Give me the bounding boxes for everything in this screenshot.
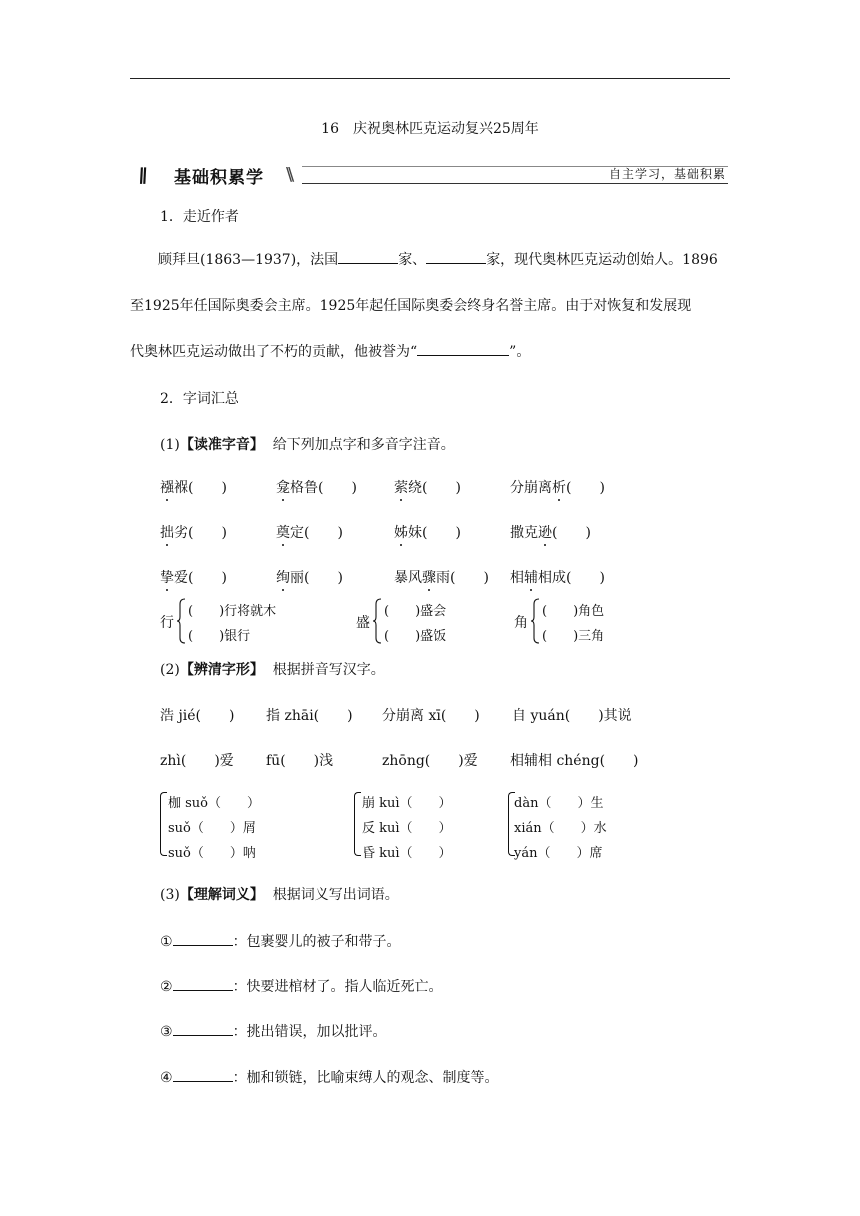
spelling-item[interactable]: zhì( )爱 bbox=[160, 753, 234, 769]
spelling-item[interactable]: 浩 jié( ) bbox=[160, 708, 235, 724]
answer-blank[interactable] bbox=[173, 930, 233, 946]
author-text-3: 家，现代奥林匹克运动创始人。1896 bbox=[486, 252, 718, 268]
char-group-line[interactable]: dàn（ ）生 bbox=[514, 796, 604, 811]
pronunciation-item[interactable]: 奠定( ) bbox=[276, 522, 343, 542]
definition-number: ① bbox=[160, 934, 173, 950]
answer-blank[interactable] bbox=[338, 248, 398, 264]
pronunciation-item[interactable]: 绚丽( ) bbox=[276, 567, 343, 587]
question-tag: 【理解词义】 bbox=[179, 887, 264, 903]
pronunciation-item[interactable]: 龛格鲁( ) bbox=[276, 477, 357, 497]
spelling-item[interactable]: 分崩离 xī( ) bbox=[382, 708, 480, 724]
pronunciation-item[interactable]: 分崩离析( ) bbox=[510, 477, 605, 497]
banner-slash-icon: \\ bbox=[133, 163, 149, 187]
brace-icon bbox=[176, 598, 186, 644]
char-group bbox=[508, 790, 648, 861]
spelling-item[interactable]: zhōng( )爱 bbox=[382, 753, 478, 769]
polyphone-group bbox=[356, 598, 496, 646]
polyphone-line[interactable]: ( )三角 bbox=[542, 629, 605, 644]
definition-text: ：快要进棺材了。指人临近死亡。 bbox=[232, 979, 443, 995]
pronunciation-item[interactable]: 暴风骤雨( ) bbox=[394, 567, 489, 587]
question-instruction: 根据拼音写汉字。 bbox=[272, 662, 385, 678]
author-paragraph bbox=[130, 238, 730, 282]
pronunciation-item[interactable]: 撒克逊( ) bbox=[510, 522, 591, 542]
polyphone-char: 角 bbox=[514, 615, 528, 631]
polyphone-line[interactable]: ( )角色 bbox=[542, 604, 605, 619]
question-instruction: 根据词义写出词语。 bbox=[272, 887, 399, 903]
question-number: (2) bbox=[160, 662, 180, 678]
polyphone-line[interactable]: ( )银行 bbox=[188, 629, 251, 644]
author-paragraph-line2: 至1925年任国际奥委会主席。1925年起任国际奥委会终身名誉主席。由于对恢复和发展现 bbox=[130, 298, 692, 314]
question-tag: 【辨清字形】 bbox=[179, 662, 264, 678]
char-group-line[interactable]: suǒ（ ）呐 bbox=[168, 846, 256, 861]
answer-blank[interactable] bbox=[417, 340, 509, 356]
definition-number: ④ bbox=[160, 1070, 173, 1086]
author-text-6: ”。 bbox=[509, 344, 531, 360]
section-heading-vocab: 2．字词汇总 bbox=[160, 391, 239, 407]
char-group-line[interactable]: yán（ ）席 bbox=[514, 846, 603, 861]
author-text-1: 顾拜旦(1863—1937)，法国 bbox=[158, 252, 339, 268]
lesson-title: 16 庆祝奥林匹克运动复兴25周年 bbox=[321, 121, 539, 137]
question-number: (3) bbox=[160, 887, 180, 903]
brace-icon bbox=[372, 598, 382, 644]
polyphone-char: 行 bbox=[160, 615, 174, 631]
char-group-line[interactable]: 枷 suǒ（ ） bbox=[168, 796, 261, 811]
pronunciation-item[interactable]: 襁褓( ) bbox=[160, 477, 227, 497]
pronunciation-item[interactable]: 挚爱( ) bbox=[160, 567, 227, 587]
top-rule bbox=[130, 78, 730, 79]
char-group bbox=[160, 790, 340, 861]
answer-blank[interactable] bbox=[173, 1020, 233, 1036]
char-group bbox=[354, 790, 494, 861]
definition-number: ③ bbox=[160, 1024, 173, 1040]
question-instruction: 给下列加点字和多音字注音。 bbox=[272, 437, 455, 453]
answer-blank[interactable] bbox=[426, 248, 486, 264]
char-group-line[interactable]: 崩 kuì（ ） bbox=[362, 796, 452, 811]
question-tag: 【读准字音】 bbox=[179, 437, 264, 453]
answer-blank[interactable] bbox=[173, 1066, 233, 1082]
author-text-5: 代奥林匹克运动做出了不朽的贡献，他被誉为“ bbox=[130, 344, 418, 360]
pronunciation-item[interactable]: 姊妹( ) bbox=[394, 522, 461, 542]
definition-number: ② bbox=[160, 979, 173, 995]
char-group-line[interactable]: xián（ ）水 bbox=[514, 821, 607, 836]
definition-item bbox=[160, 1020, 387, 1041]
definition-text: ：包裹婴儿的被子和带子。 bbox=[232, 934, 401, 950]
question-2-heading bbox=[160, 659, 385, 679]
pronunciation-item[interactable]: 相辅相成( ) bbox=[510, 567, 605, 587]
polyphone-group bbox=[160, 598, 330, 646]
spelling-item[interactable]: 指 zhāi( ) bbox=[266, 708, 353, 724]
pronunciation-item[interactable]: 萦绕( ) bbox=[394, 477, 461, 497]
definition-item bbox=[160, 975, 443, 996]
banner-subtitle: 自主学习，基础积累 bbox=[608, 167, 726, 181]
definition-text: ：枷和锁链，比喻束缚人的观念、制度等。 bbox=[232, 1070, 499, 1086]
pronunciation-item[interactable]: 拙劣( ) bbox=[160, 522, 227, 542]
question-1-heading bbox=[160, 434, 455, 454]
polyphone-line[interactable]: ( )盛会 bbox=[384, 604, 447, 619]
char-group-line[interactable]: suǒ（ ）屑 bbox=[168, 821, 256, 836]
brace-icon bbox=[530, 598, 540, 644]
spelling-item[interactable]: 相辅相 chéng( ) bbox=[510, 753, 639, 769]
section-banner bbox=[133, 160, 730, 188]
definition-text: ：挑出错误，加以批评。 bbox=[232, 1024, 387, 1040]
char-group-line[interactable]: 反 kuì（ ） bbox=[362, 821, 452, 836]
definition-item bbox=[160, 1066, 499, 1087]
polyphone-char: 盛 bbox=[356, 615, 370, 631]
question-3-heading bbox=[160, 884, 399, 904]
definition-item bbox=[160, 930, 401, 951]
question-number: (1) bbox=[160, 437, 180, 453]
spelling-item[interactable]: fū( )浅 bbox=[266, 753, 334, 769]
polyphone-group bbox=[514, 598, 654, 646]
spelling-item[interactable]: 自 yuán( )其说 bbox=[512, 708, 632, 724]
author-paragraph-line3 bbox=[130, 330, 730, 374]
bracket-icon bbox=[354, 792, 361, 856]
bracket-icon bbox=[160, 792, 167, 856]
author-text-2: 家、 bbox=[398, 252, 427, 268]
banner-slash-light-icon: \\ bbox=[286, 164, 291, 185]
char-group-line[interactable]: 昏 kuì（ ） bbox=[362, 846, 452, 861]
polyphone-line[interactable]: ( )行将就木 bbox=[188, 604, 277, 619]
section-heading-author: 1．走近作者 bbox=[160, 209, 239, 225]
answer-blank[interactable] bbox=[173, 975, 233, 991]
polyphone-line[interactable]: ( )盛饭 bbox=[384, 629, 447, 644]
banner-title: 基础积累学 bbox=[174, 168, 264, 188]
